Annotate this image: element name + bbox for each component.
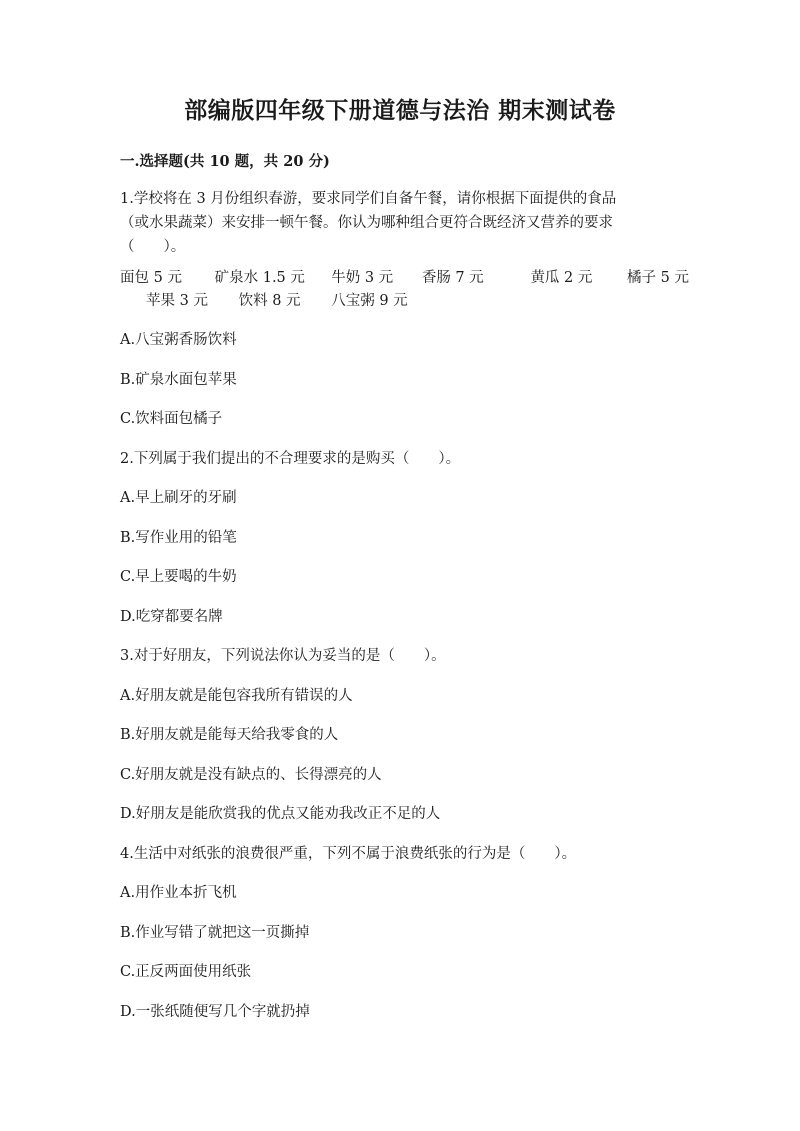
price-list-row-2 [146, 291, 726, 311]
question-1-stem-line-2: （或水果蔬菜）来安排一顿午餐。你认为哪种组合更符合既经济又营养的要求 [120, 215, 613, 231]
question-4-option-a: A.用作业本折飞机 [120, 885, 237, 901]
price-item: 八宝粥 9 元 [331, 293, 408, 309]
question-4-stem: 4.生活中对纸张的浪费很严重，下列不属于浪费纸张的行为是（ ）。 [120, 846, 577, 862]
price-item: 橘子 5 元 [627, 270, 689, 286]
question-1-option-c: C.饮料面包橘子 [120, 411, 223, 427]
question-3-option-a: A.好朋友就是能包容我所有错误的人 [120, 688, 353, 704]
price-item: 香肠 7 元 [421, 270, 484, 286]
price-list-row-1 [120, 268, 700, 288]
question-3-stem: 3.对于好朋友，下列说法你认为妥当的是（ ）。 [120, 648, 446, 664]
question-1-option-a: A.八宝粥香肠饮料 [120, 332, 237, 348]
price-item: 饮料 8 元 [238, 293, 301, 309]
question-2-option-c: C.早上要喝的牛奶 [120, 569, 237, 585]
question-2-stem: 2.下列属于我们提出的不合理要求的是购买（ ）。 [120, 451, 461, 467]
price-item: 矿泉水 1.5 元 [214, 270, 305, 286]
question-4-option-c: C.正反两面使用纸张 [120, 964, 252, 980]
question-2-option-a: A.早上刷牙的牙刷 [120, 490, 237, 506]
question-1-stem-line-1: 1.学校将在 3 月份组织春游，要求同学们自备午餐，请你根据下面提供的食品 [120, 191, 617, 207]
question-2-option-b: B.写作业用的铅笔 [120, 530, 237, 546]
question-2-option-d: D.吃穿都要名牌 [120, 609, 223, 625]
price-item: 黄瓜 2 元 [530, 270, 593, 286]
price-item: 牛奶 3 元 [331, 270, 394, 286]
page-title: 部编版四年级下册道德与法治 期末测试卷 [184, 97, 616, 124]
question-3-option-d: D.好朋友是能欣赏我的优点又能劝我改正不足的人 [120, 806, 441, 822]
section-heading: 一.选择题(共 10 题，共 20 分) [120, 153, 330, 170]
question-3-option-c: C.好朋友就是没有缺点的、长得漂亮的人 [120, 767, 382, 783]
question-1-option-b: B.矿泉水面包苹果 [120, 372, 237, 388]
price-item: 面包 5 元 [120, 270, 182, 286]
question-3-option-b: B.好朋友就是能每天给我零食的人 [120, 727, 339, 743]
question-1-stem-line-3: （ ）。 [120, 239, 186, 255]
question-4-option-d: D.一张纸随便写几个字就扔掉 [120, 1004, 310, 1020]
price-item: 苹果 3 元 [146, 293, 208, 309]
question-4-option-b: B.作业写错了就把这一页撕掉 [120, 925, 310, 941]
